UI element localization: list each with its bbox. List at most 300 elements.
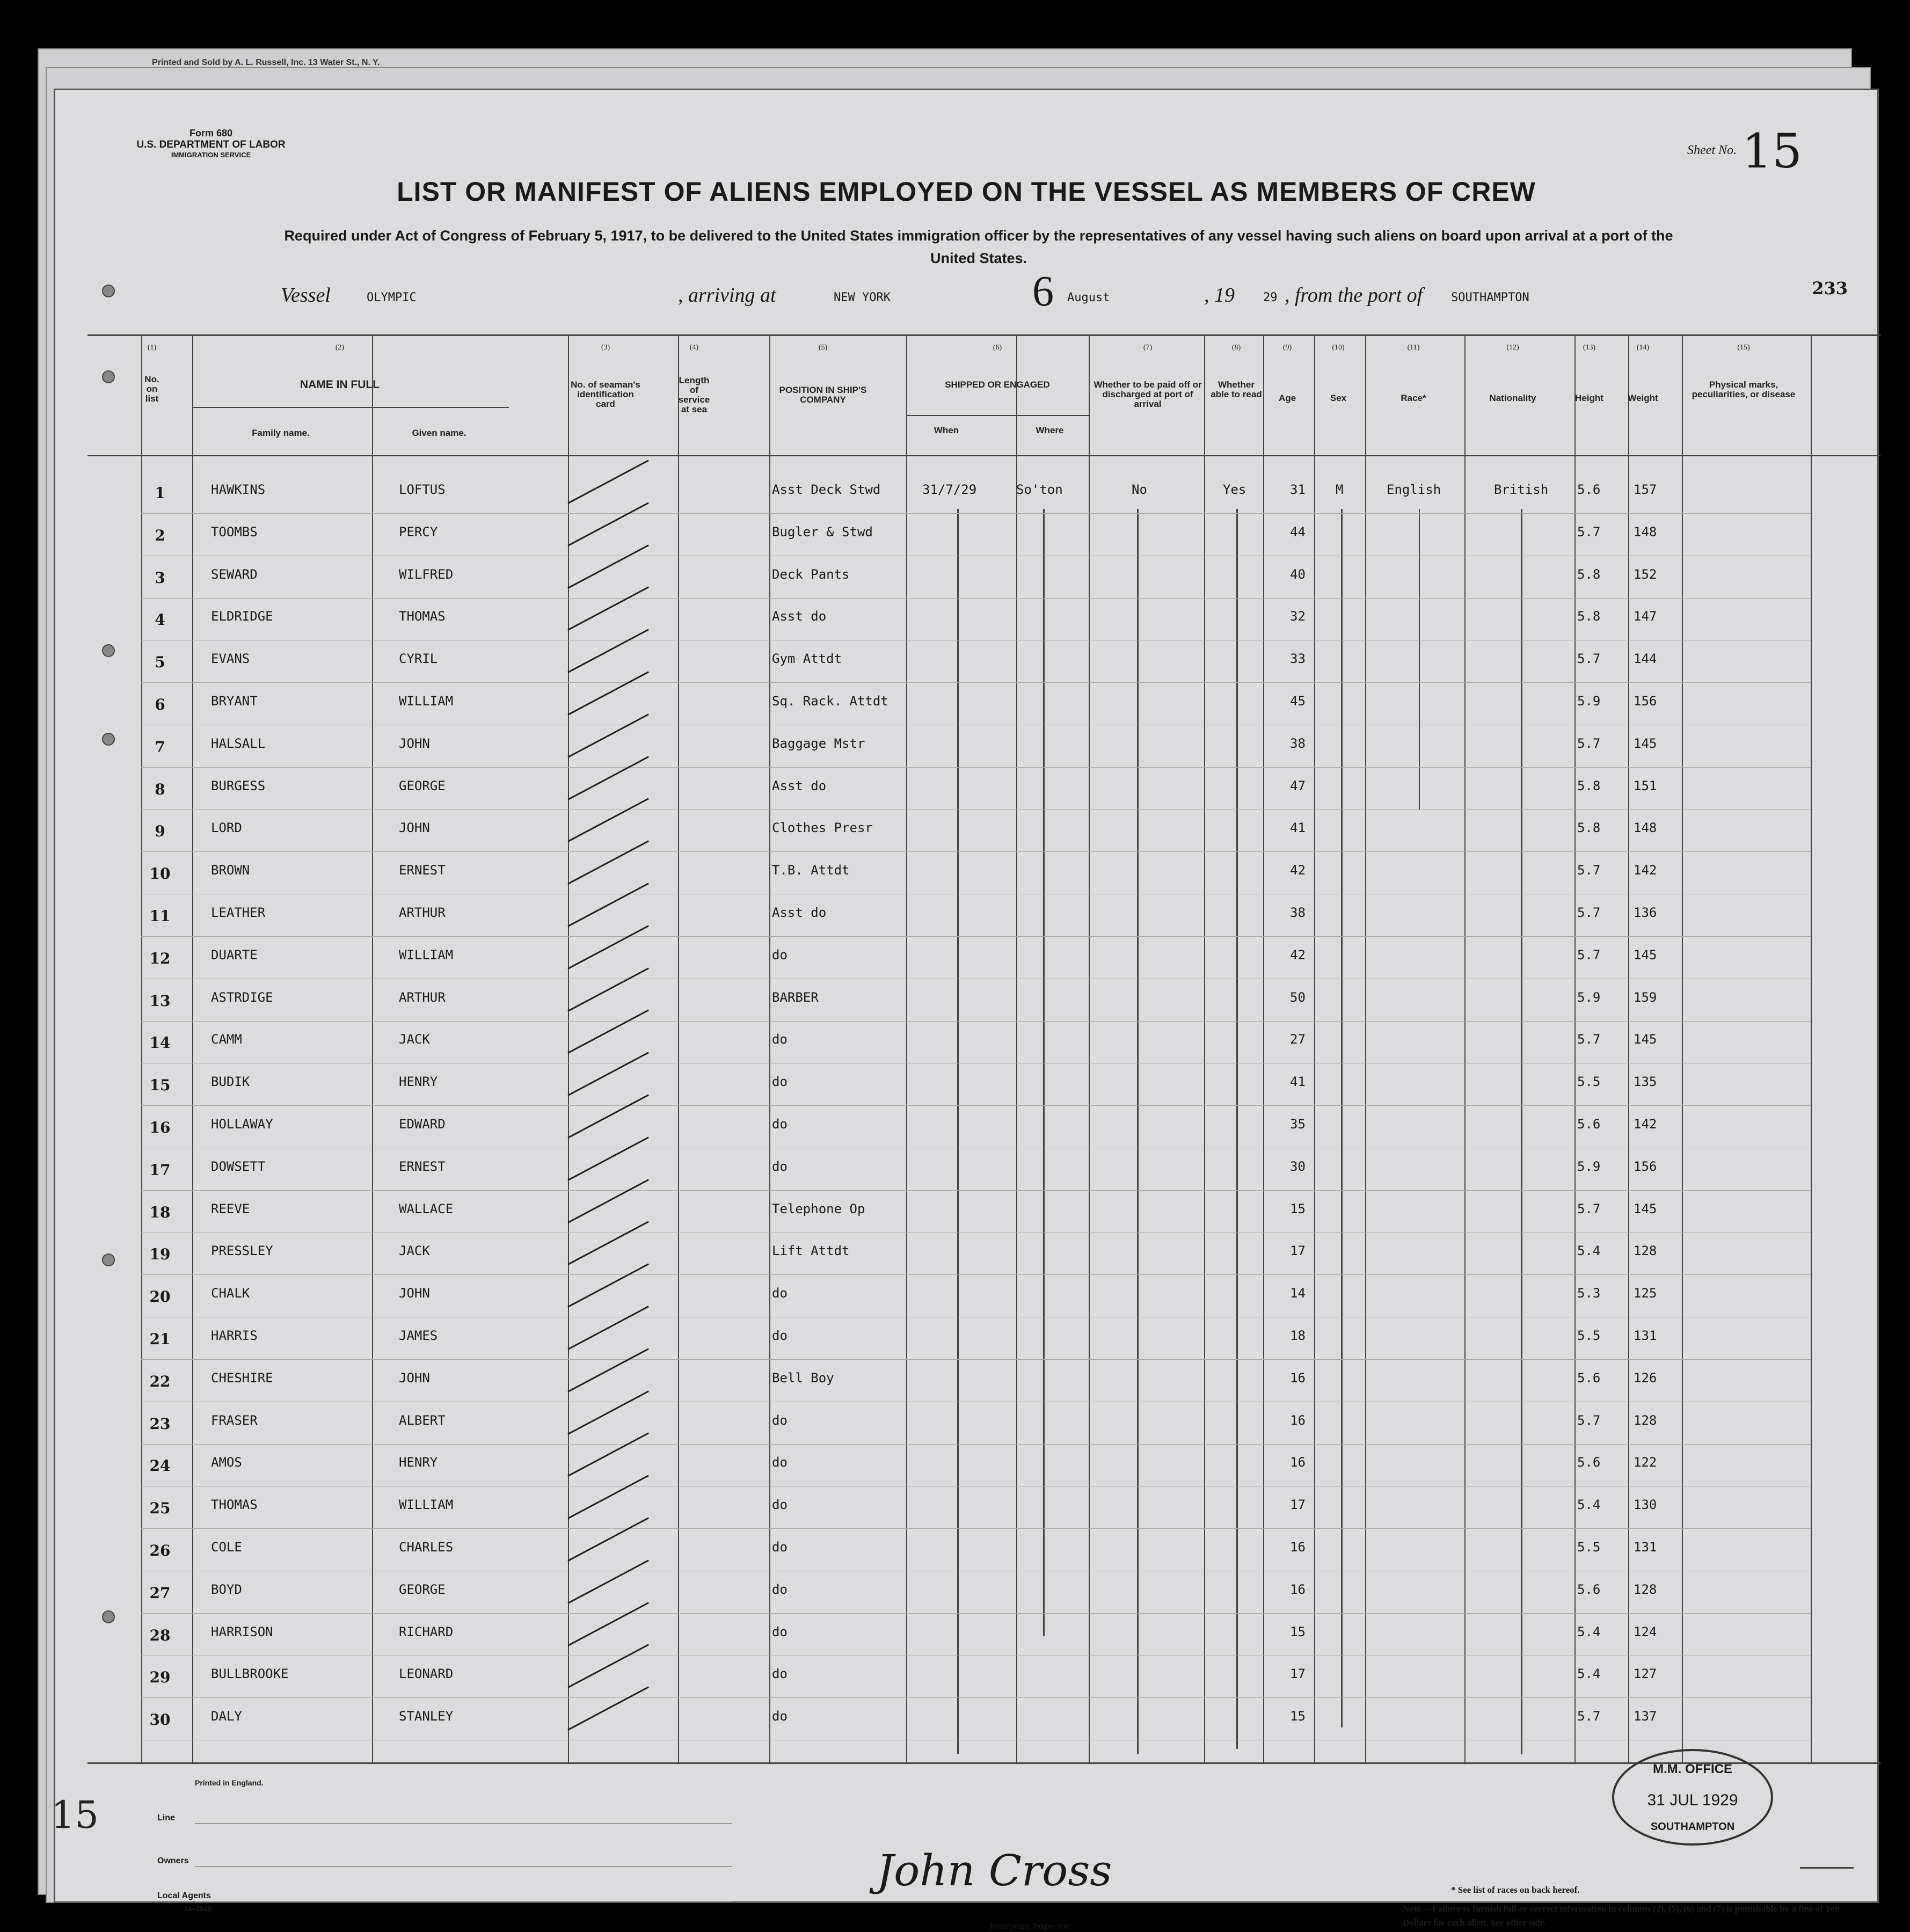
- row-number: 3: [155, 569, 165, 587]
- cell-family: PRESSLEY: [211, 1243, 273, 1258]
- col8-number: (8): [1231, 344, 1241, 352]
- row-number: 18: [149, 1204, 171, 1221]
- cell-height: 5.9: [1577, 694, 1601, 709]
- vessel-name: OLYMPIC: [367, 291, 417, 304]
- col9-header: Age: [1278, 393, 1296, 403]
- sheet-number: [1687, 123, 1802, 179]
- col4-header: Length of service at sea: [678, 375, 710, 414]
- row-number: 4: [155, 611, 165, 629]
- cell-family: BULLBROOKE: [211, 1666, 289, 1681]
- cell-age: 41: [1290, 820, 1306, 835]
- col5-number: (5): [818, 344, 828, 352]
- cell-family: HARRIS: [211, 1328, 258, 1343]
- arrival-month: August: [1067, 291, 1110, 304]
- sheet-label: Sheet No.: [1687, 143, 1737, 158]
- col3-header: No. of seaman's identification card: [571, 380, 640, 409]
- table-bottom-rule: [88, 1762, 1880, 1764]
- cell-age: 16: [1290, 1413, 1306, 1428]
- cell-weight: 159: [1634, 990, 1657, 1005]
- owners-rule: [195, 1866, 732, 1867]
- cell-weight: 148: [1634, 524, 1657, 539]
- department-name: U.S. DEPARTMENT OF LABOR: [136, 139, 286, 150]
- cell-weight: 131: [1634, 1540, 1657, 1555]
- cell-position: BARBER: [772, 990, 819, 1005]
- cell-family: COLE: [211, 1540, 242, 1555]
- cell-age: 16: [1290, 1582, 1306, 1597]
- cell-family: BUDIK: [211, 1074, 250, 1089]
- binder-hole: [102, 1610, 115, 1623]
- cell-age: 42: [1290, 947, 1306, 963]
- row-number: 14: [149, 1034, 171, 1052]
- cell-age: 44: [1290, 524, 1306, 539]
- cell-family: LORD: [211, 820, 242, 835]
- col9-number: (9): [1282, 344, 1292, 352]
- cell-given: WILLIAM: [399, 1497, 454, 1512]
- given-name-header: Given name.: [412, 428, 466, 438]
- row1-where: So'ton: [1016, 482, 1063, 497]
- cell-position: Deck Pants: [772, 567, 850, 582]
- cell-weight: 128: [1634, 1243, 1657, 1258]
- vessel-line: [281, 268, 1676, 315]
- col15-number: (15): [1737, 344, 1750, 352]
- row-number: 19: [149, 1245, 171, 1263]
- cell-age: 14: [1290, 1286, 1306, 1301]
- column-divider: [1574, 334, 1576, 1762]
- cell-position: do: [772, 1032, 788, 1047]
- row-rule: [141, 1697, 1811, 1698]
- cell-height: 5.9: [1577, 990, 1601, 1005]
- col1-header: No. on list: [144, 374, 159, 404]
- col6-header: SHIPPED OR ENGAGED: [945, 380, 1050, 390]
- cell-family: CHALK: [211, 1286, 250, 1301]
- cell-weight: 131: [1634, 1328, 1657, 1343]
- cell-age: 42: [1290, 863, 1306, 878]
- ditto-line-when: [957, 509, 959, 1754]
- col6-number: (6): [993, 344, 1002, 352]
- page-title: LIST OR MANIFEST OF ALIENS EMPLOYED ON THE VESSEL AS MEMBERS OF CREW: [397, 177, 1536, 207]
- col10-number: (10): [1332, 344, 1345, 352]
- cell-height: 5.4: [1577, 1624, 1601, 1639]
- form-number: Form 680: [189, 128, 233, 138]
- cell-height: 5.7: [1577, 905, 1601, 920]
- signature-caption: Immigrant Inspector.: [989, 1921, 1070, 1931]
- cell-height: 5.8: [1577, 778, 1601, 793]
- col11-number: (11): [1407, 344, 1420, 352]
- check-mark-icon: [567, 713, 649, 757]
- cell-age: 16: [1290, 1455, 1306, 1470]
- cell-age: 31: [1290, 482, 1306, 497]
- cell-position: do: [772, 1413, 788, 1428]
- cell-given: JOHN: [399, 820, 430, 835]
- check-mark-icon: [567, 1348, 649, 1392]
- year-suffix: 29: [1263, 291, 1278, 304]
- cell-height: 5.6: [1577, 1582, 1601, 1597]
- row-number: 20: [149, 1288, 171, 1306]
- check-mark-icon: [567, 1052, 649, 1096]
- cell-given: ERNEST: [399, 1159, 446, 1174]
- cell-position: do: [772, 1074, 788, 1089]
- row1-nationality: British: [1494, 482, 1549, 497]
- col10-header: Sex: [1330, 393, 1347, 403]
- local-agents-label: Local Agents: [157, 1891, 211, 1900]
- row-number: 29: [149, 1668, 171, 1686]
- check-mark-icon: [567, 1009, 649, 1053]
- year-prefix: , 19: [1204, 284, 1235, 307]
- cell-position: do: [772, 1540, 788, 1555]
- cell-position: do: [772, 1624, 788, 1639]
- races-note: * See list of races on back hereof.: [1451, 1885, 1580, 1895]
- cell-position: Asst Deck Stwd: [772, 482, 881, 497]
- from-port: SOUTHAMPTON: [1451, 291, 1529, 304]
- ditto-line-nationality: [1521, 509, 1522, 1754]
- cell-weight: 142: [1634, 1117, 1657, 1132]
- binder-hole: [102, 644, 115, 657]
- check-mark-icon: [567, 1432, 649, 1476]
- check-mark-icon: [567, 1221, 649, 1265]
- check-mark-icon: [567, 1390, 649, 1434]
- cell-age: 27: [1290, 1032, 1306, 1047]
- column-divider: [1365, 334, 1366, 1762]
- check-mark-icon: [567, 925, 649, 969]
- cell-given: LEONARD: [399, 1666, 454, 1681]
- row-number: 21: [149, 1330, 171, 1348]
- cell-weight: 156: [1634, 1159, 1657, 1174]
- row-rule: [141, 513, 1811, 514]
- right-margin-dash: [1800, 1867, 1854, 1869]
- cell-height: 5.7: [1577, 651, 1601, 666]
- printed-in-label: Printed in England.: [195, 1778, 264, 1787]
- cell-position: do: [772, 1709, 788, 1724]
- cell-weight: 126: [1634, 1370, 1657, 1386]
- when-header: When: [934, 425, 959, 435]
- owners-label: Owners: [157, 1856, 189, 1865]
- check-mark-icon: [567, 840, 649, 884]
- col14-header: Weight: [1628, 393, 1658, 403]
- col11-header: Race*: [1401, 393, 1426, 403]
- cell-family: TOOMBS: [211, 524, 258, 539]
- column-divider: [1682, 334, 1683, 1762]
- row-number: 6: [155, 696, 165, 713]
- cell-age: 38: [1290, 905, 1306, 920]
- row-number: 28: [149, 1627, 171, 1644]
- check-mark-icon: [567, 967, 649, 1011]
- col5-header: POSITION IN SHIP'S COMPANY: [779, 385, 867, 405]
- cell-family: ELDRIDGE: [211, 609, 273, 624]
- check-mark-icon: [567, 1602, 649, 1646]
- row-number: 8: [155, 781, 165, 798]
- printer-imprint: Printed and Sold by A. L. Russell, Inc. 13 Water St., N. Y.: [152, 58, 380, 67]
- cell-age: 45: [1290, 694, 1306, 709]
- cell-age: 50: [1290, 990, 1306, 1005]
- cell-weight: 135: [1634, 1074, 1657, 1089]
- row-number: 15: [149, 1076, 171, 1094]
- cell-age: 41: [1290, 1074, 1306, 1089]
- cell-family: DUARTE: [211, 947, 258, 963]
- row-rule: [141, 1613, 1811, 1614]
- cell-position: Asst do: [772, 609, 827, 624]
- cell-given: THOMAS: [399, 609, 446, 624]
- cell-given: WILLIAM: [399, 694, 454, 709]
- cell-position: do: [772, 1497, 788, 1512]
- cell-family: REEVE: [211, 1201, 250, 1216]
- penalty-note: Note.—Failure to furnish full or correct information in columns (2), (5), (6) and (7) is punishable by a fine of Ten Dollars for each alien. See other side.: [1403, 1904, 1840, 1928]
- check-mark-icon: [567, 544, 649, 588]
- check-mark-icon: [567, 460, 649, 504]
- row-number: 7: [155, 738, 165, 756]
- cell-position: do: [772, 1455, 788, 1470]
- cell-height: 5.5: [1577, 1074, 1601, 1089]
- cell-position: do: [772, 1666, 788, 1681]
- cell-age: 38: [1290, 736, 1306, 751]
- page-number: 233: [1812, 278, 1848, 298]
- check-mark-icon: [567, 1094, 649, 1138]
- cell-height: 5.6: [1577, 1370, 1601, 1386]
- cell-position: do: [772, 1117, 788, 1132]
- check-mark-icon: [567, 1517, 649, 1561]
- cell-family: ASTRDIGE: [211, 990, 273, 1005]
- ditto-line-paid-off: [1137, 509, 1139, 1754]
- row-rule: [141, 1021, 1811, 1022]
- cell-height: 5.8: [1577, 609, 1601, 624]
- cell-family: BURGESS: [211, 778, 266, 793]
- cell-weight: 152: [1634, 567, 1657, 582]
- cell-family: HALSALL: [211, 736, 266, 751]
- cell-position: do: [772, 1159, 788, 1174]
- column-divider: [1089, 334, 1090, 1762]
- cell-height: 5.9: [1577, 1159, 1601, 1174]
- check-mark-icon: [567, 586, 649, 630]
- row-number: 10: [149, 865, 171, 883]
- sheet-number-value: 15: [1742, 123, 1802, 179]
- column-divider: [372, 334, 373, 1762]
- column-divider: [769, 334, 770, 1762]
- cell-weight: 142: [1634, 863, 1657, 878]
- cell-family: THOMAS: [211, 1497, 258, 1512]
- cell-height: 5.7: [1577, 1201, 1601, 1216]
- row-rule: [141, 1528, 1811, 1529]
- column-divider: [1628, 334, 1629, 1762]
- cell-family: AMOS: [211, 1455, 242, 1470]
- cell-family: BRYANT: [211, 694, 258, 709]
- row-rule: [141, 682, 1811, 683]
- row-rule: [141, 1444, 1811, 1445]
- cell-given: EDWARD: [399, 1117, 446, 1132]
- cell-weight: 124: [1634, 1624, 1657, 1639]
- cell-given: RICHARD: [399, 1624, 454, 1639]
- check-mark-icon: [567, 1475, 649, 1519]
- check-mark-icon: [567, 1263, 649, 1307]
- where-header: Where: [1036, 425, 1064, 435]
- cell-height: 5.4: [1577, 1497, 1601, 1512]
- cell-position: Telephone Op: [772, 1201, 865, 1216]
- cell-weight: 145: [1634, 1201, 1657, 1216]
- cell-position: Bell Boy: [772, 1370, 834, 1386]
- cell-age: 30: [1290, 1159, 1306, 1174]
- check-mark-icon: [567, 1559, 649, 1603]
- cell-family: CAMM: [211, 1032, 242, 1047]
- col8-header: Whether able to read: [1211, 380, 1262, 399]
- line-label: Line: [157, 1813, 175, 1822]
- cell-given: HENRY: [399, 1074, 438, 1089]
- cell-family: HOLLAWAY: [211, 1117, 273, 1132]
- cell-position: T.B. Attdt: [772, 863, 850, 878]
- service-name: IMMIGRATION SERVICE: [171, 151, 251, 159]
- cell-height: 5.4: [1577, 1243, 1601, 1258]
- cell-weight: 128: [1634, 1413, 1657, 1428]
- line-rule: [195, 1823, 732, 1824]
- column-divider: [1016, 334, 1017, 1762]
- col3-number: (3): [601, 344, 610, 352]
- cell-height: 5.5: [1577, 1328, 1601, 1343]
- row-number: 1: [155, 484, 165, 502]
- cell-height: 5.6: [1577, 1117, 1601, 1132]
- row-number: 12: [149, 950, 171, 967]
- column-divider: [568, 334, 569, 1762]
- row-number: 11: [149, 907, 171, 925]
- row1-sex: M: [1336, 482, 1344, 497]
- col4-number: (4): [689, 344, 699, 352]
- check-mark-icon: [567, 756, 649, 800]
- column-divider: [678, 334, 679, 1762]
- stamp-office: M.M. OFFICE: [1653, 1762, 1732, 1776]
- cell-weight: 148: [1634, 820, 1657, 835]
- ditto-line-where: [1043, 509, 1045, 1636]
- cell-height: 5.3: [1577, 1286, 1601, 1301]
- cell-height: 5.6: [1577, 482, 1601, 497]
- cell-given: WALLACE: [399, 1201, 454, 1216]
- cell-weight: 130: [1634, 1497, 1657, 1512]
- col15-header: Physical marks, peculiarities, or disease: [1692, 380, 1796, 399]
- check-mark-icon: [567, 1644, 649, 1688]
- row-number: 24: [149, 1457, 171, 1475]
- col2-header: NAME IN FULL: [300, 378, 380, 391]
- row-number: 26: [149, 1542, 171, 1559]
- cell-given: CYRIL: [399, 651, 438, 666]
- cell-age: 17: [1290, 1666, 1306, 1681]
- family-name-header: Family name.: [252, 428, 310, 438]
- cell-weight: 128: [1634, 1582, 1657, 1597]
- column-divider: [1263, 334, 1264, 1762]
- cell-position: do: [772, 1286, 788, 1301]
- check-mark-icon: [567, 1136, 649, 1180]
- cell-height: 5.4: [1577, 1666, 1601, 1681]
- cell-given: JACK: [399, 1032, 430, 1047]
- cell-height: 5.7: [1577, 736, 1601, 751]
- row-rule: [141, 851, 1811, 852]
- row1-race: English: [1387, 482, 1441, 497]
- cell-family: HARRISON: [211, 1624, 273, 1639]
- cell-age: 17: [1290, 1497, 1306, 1512]
- cell-age: 15: [1290, 1624, 1306, 1639]
- cell-position: Asst do: [772, 905, 827, 920]
- stamp-place: SOUTHAMPTON: [1650, 1821, 1735, 1833]
- cell-age: 35: [1290, 1117, 1306, 1132]
- cell-age: 33: [1290, 651, 1306, 666]
- row-number: 17: [149, 1161, 171, 1179]
- check-mark-icon: [567, 798, 649, 842]
- cell-family: BROWN: [211, 863, 250, 878]
- row-number: 25: [149, 1499, 171, 1517]
- col12-header: Nationality: [1489, 393, 1536, 403]
- row-number: 27: [149, 1584, 171, 1602]
- cell-weight: 122: [1634, 1455, 1657, 1470]
- check-mark-icon: [567, 629, 649, 673]
- check-mark-icon: [567, 502, 649, 546]
- cell-age: 15: [1290, 1709, 1306, 1724]
- arriving-port: NEW YORK: [834, 291, 891, 304]
- form-code: 14–1940: [184, 1905, 212, 1913]
- inspector-signature: John Cross: [877, 1846, 1112, 1895]
- cell-position: Asst do: [772, 778, 827, 793]
- col7-number: (7): [1143, 344, 1153, 352]
- cell-height: 5.8: [1577, 820, 1601, 835]
- column-divider: [1204, 334, 1205, 1762]
- name-subheader-rule: [192, 407, 509, 408]
- page-subtitle: Required under Act of Congress of February 5, 1917, to be delivered to the United States immigration officer by the representatives of any vessel having such aliens on board upon arrival at a port of the United States.: [284, 228, 1673, 266]
- cell-position: Gym Attdt: [772, 651, 842, 666]
- row1-able-to-read: Yes: [1223, 482, 1246, 497]
- cell-weight: 145: [1634, 947, 1657, 963]
- row-rule: [141, 1274, 1811, 1275]
- cell-given: CHARLES: [399, 1540, 454, 1555]
- stamp-date: 31 JUL 1929: [1647, 1791, 1738, 1809]
- cell-given: JOHN: [399, 1286, 430, 1301]
- table-top-rule: [88, 334, 1880, 336]
- row-number: 5: [155, 653, 165, 671]
- cell-weight: 125: [1634, 1286, 1657, 1301]
- manifest-page: [54, 58, 1879, 1931]
- cell-height: 5.7: [1577, 947, 1601, 963]
- cell-given: JOHN: [399, 736, 430, 751]
- cell-given: ARTHUR: [399, 905, 446, 920]
- cell-given: JACK: [399, 1243, 430, 1258]
- cell-weight: 127: [1634, 1666, 1657, 1681]
- row-number: 16: [149, 1119, 171, 1136]
- col12-number: (12): [1506, 344, 1519, 352]
- column-divider: [1464, 334, 1466, 1762]
- check-mark-icon: [567, 1686, 649, 1730]
- row-rule: [141, 1190, 1811, 1191]
- row-rule: [141, 1359, 1811, 1360]
- cell-weight: 137: [1634, 1709, 1657, 1724]
- col14-number: (14): [1636, 344, 1650, 352]
- col13-number: (13): [1583, 344, 1596, 352]
- cell-position: Baggage Mstr: [772, 736, 865, 751]
- form-identifier: [130, 128, 291, 159]
- cell-given: GEORGE: [399, 778, 446, 793]
- row-number: 2: [155, 527, 165, 544]
- from-label: , from the port of: [1285, 284, 1423, 307]
- vessel-label: Vessel: [281, 284, 331, 307]
- row-rule: [141, 936, 1811, 937]
- cell-given: WILLIAM: [399, 947, 454, 963]
- cell-family: BOYD: [211, 1582, 242, 1597]
- check-mark-icon: [567, 1179, 649, 1223]
- cell-weight: 157: [1634, 482, 1657, 497]
- ditto-line-sex: [1341, 509, 1343, 1727]
- binder-hole: [102, 285, 115, 297]
- cell-position: Bugler & Stwd: [772, 524, 873, 539]
- check-mark-icon: [567, 671, 649, 715]
- column-divider: [1811, 334, 1812, 1762]
- cell-height: 5.7: [1577, 863, 1601, 878]
- cell-given: WILFRED: [399, 567, 454, 582]
- cell-family: DALY: [211, 1709, 242, 1724]
- cell-family: DOWSETT: [211, 1159, 266, 1174]
- cell-weight: 147: [1634, 609, 1657, 624]
- cell-position: Lift Attdt: [772, 1243, 850, 1258]
- row-rule: [141, 1105, 1811, 1106]
